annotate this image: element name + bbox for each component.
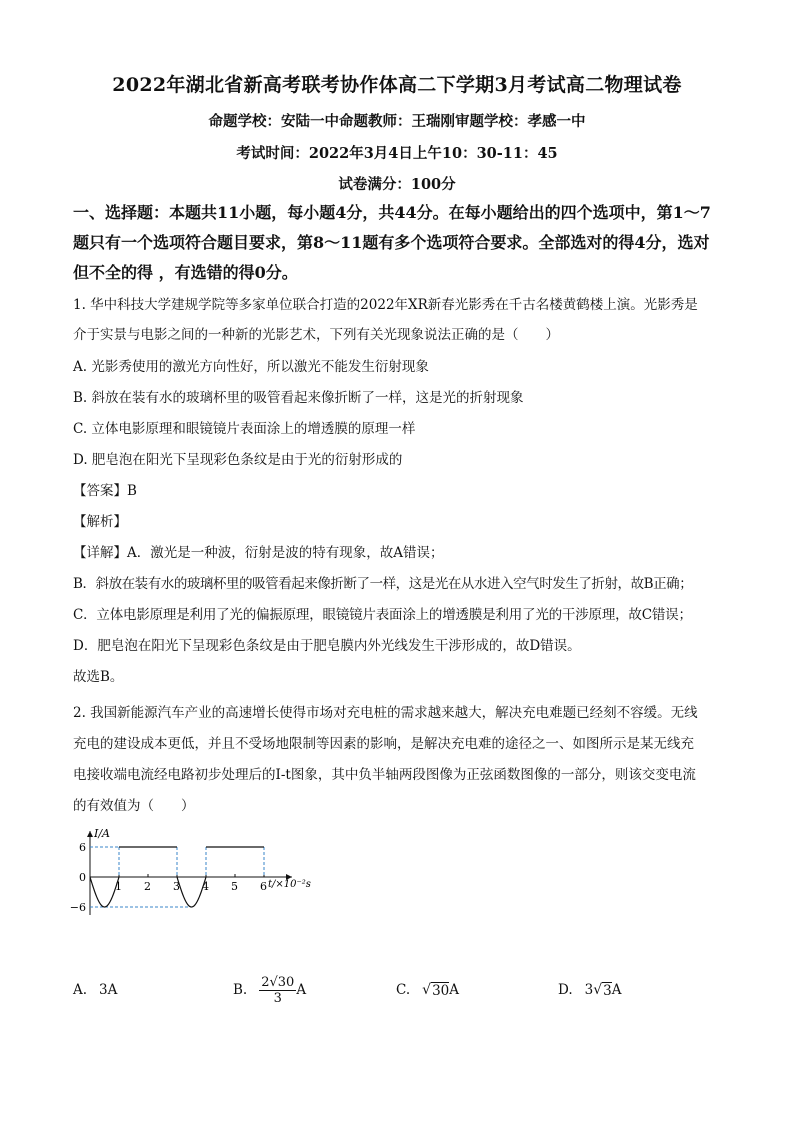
x-axis-label: t/×10⁻²s [268,879,311,890]
option-b-unit: A [296,982,307,998]
q2-stem-1: 2. 我国新能源汽车产业的高速增长使得市场对充电桩的需求越来越大，解决充电难题已经刻不容缓。无线 [73,705,698,721]
q1-stem-1: 1. 华中科技大学建规学院等多家单位联合打造的2022年XR新春光影秀在千古名楼黄鹤楼上演。光影秀是 [73,297,698,313]
q1-stem-2: 介于实景与电影之间的一种新的光影艺术，下列有关光现象说法正确的是（ ） [73,327,559,343]
option-c-label: C. [396,982,411,998]
radical-icon: √ [422,982,432,998]
q1-option-b: B. 斜放在装有水的玻璃杯里的吸管看起来像折断了一样，这是光的折射现象 [73,390,524,406]
option-b-fraction [259,975,296,1006]
q1-answer: 【答案】B [73,483,137,499]
section-line-3: 但不全的得 ，有选错的得0分。 [73,263,298,282]
option-b-denominator: 3 [273,990,282,1006]
option-d-radicand: 3 [603,982,612,999]
q2-stem-3: 电接收端电流经电路初步处理后的I-t图象，其中负半轴两段图像为正弦函数图像的一部分，则该交变电流 [73,767,696,783]
option-b-numerator: 2√30 [261,974,295,990]
x-tick-label: 3 [173,880,180,893]
y-tick-label: 6 [79,841,86,854]
option-c-radicand: 30 [432,982,450,999]
q1-conclusion: 故选B。 [73,669,124,685]
y-tick-label: 0 [79,871,86,884]
radical-icon: √ [593,982,603,998]
q1-detail-a: 【详解】A．激光是一种波，衍射是波的特有现象，故A错误； [73,545,444,561]
full-score-line: 试卷满分：100分 [338,176,456,193]
x-tick-label: 1 [115,880,122,893]
option-c-unit: A [449,982,459,998]
option-d-coefficient: 3 [584,982,594,998]
q2-option-a[interactable] [73,975,117,1005]
section-instruction [73,198,733,288]
q1-detail-d: D．肥皂泡在阳光下呈现彩色条纹是由于肥皂膜内外光线发生干涉形成的，故D错误。 [73,638,581,654]
x-tick-label: 2 [144,880,151,893]
q2-option-b[interactable] [233,967,306,1013]
section-line-1: 一、选择题：本题共11小题，每小题4分，共44分。在每小题给出的四个选项中，第1～7 [73,203,711,222]
x-tick-label: 5 [231,880,238,893]
y-axis-label: I/A [94,827,110,840]
q1-detail-c: C．立体电影原理是利用了光的偏振原理，眼镜镜片表面涂上的增透膜是利用了光的干涉原理，故C错误； [73,607,692,623]
y-tick-label: −6 [70,901,86,914]
page-title: 2022年湖北省新高考联考协作体高二下学期3月考试高二物理试卷 [112,74,682,96]
option-a-value: 3A [99,982,118,998]
q2-stem-4: 的有效值为（ ） [73,798,195,814]
exam-time-line: 考试时间：2022年3月4日上午10：30-11：45 [236,145,558,162]
section-line-2: 题只有一个选项符合题目要求，第8～11题有多个选项符合要求。全部选对的得4分，选对 [73,233,710,252]
q1-option-a: A. 光影秀使用的激光方向性好，所以激光不能发生衍射现象 [73,359,429,375]
q1-option-d: D. 肥皂泡在阳光下呈现彩色条纹是由于光的衍射形成的 [73,452,403,468]
q2-option-d[interactable] [558,975,622,1005]
q1-analysis-label: 【解析】 [73,514,127,530]
option-d-unit: A [611,982,622,998]
q2-stem-2: 充电的建设成本更低，并且不受场地限制等因素的影响，是解决充电难的途径之一、如图所示是某无线充 [73,736,694,752]
option-b-label: B. [233,982,248,998]
q1-option-c: C. 立体电影原理和眼镜镜片表面涂上的增透膜的原理一样 [73,421,416,437]
q2-option-c[interactable] [396,975,459,1005]
current-time-graph [70,825,330,920]
option-a-label: A. [73,982,88,998]
q1-detail-b: B．斜放在装有水的玻璃杯里的吸管看起来像折断了一样，这是光在从水进入空气时发生了折射，故B正确； [73,576,693,592]
q2-options [73,975,733,1005]
author-line: 命题学校：安陆一中命题教师：王瑞刚审题学校：孝感一中 [208,113,586,130]
x-tick-label: 6 [260,880,267,893]
x-tick-label: 4 [202,880,209,893]
option-d-label: D. [558,982,573,998]
